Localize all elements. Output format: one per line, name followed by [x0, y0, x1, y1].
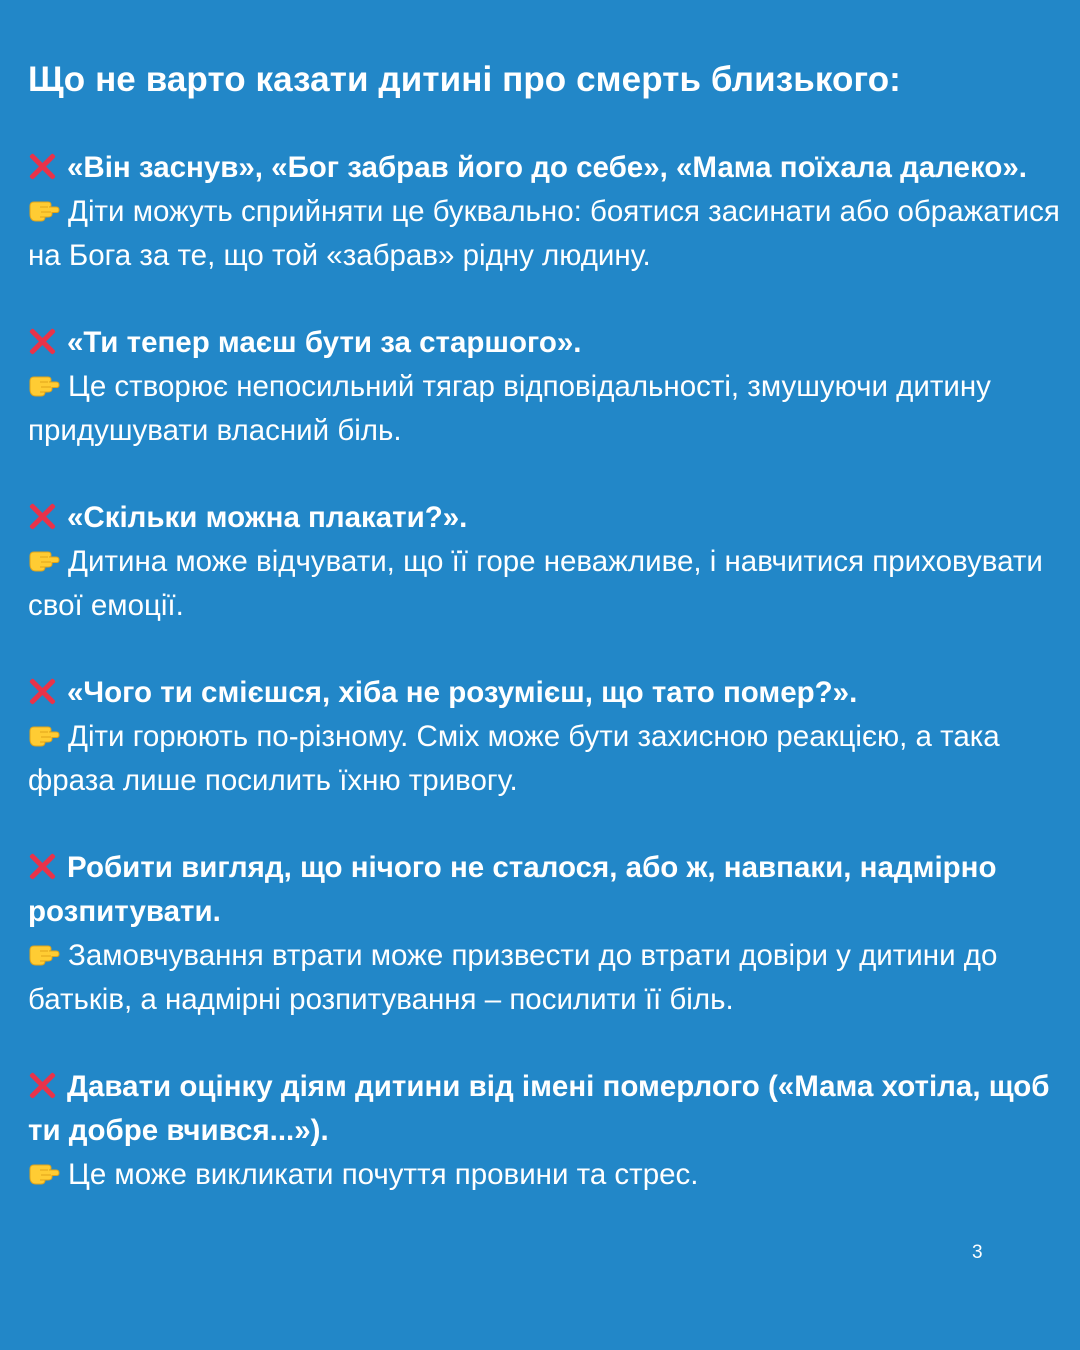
list-item: [28, 146, 1068, 278]
content: [28, 52, 1068, 1240]
phrase-text: Робити вигляд, що нічого не сталося, або ж, навпаки, надмірно розпитувати.: [28, 851, 997, 928]
cross-mark-icon: [28, 327, 56, 355]
phrase-text: «Скільки можна плакати?».: [67, 501, 468, 534]
page-number: 3: [972, 1242, 983, 1263]
cross-mark-icon: [28, 852, 56, 880]
explanation-text: Замовчування втрати може призвести до втрати довіри у дитини до батьків, а надмірні розпитування – посилити її біль.: [28, 939, 998, 1016]
phrase-text: «Ти тепер маєш бути за старшого».: [67, 326, 582, 359]
list-item: [28, 321, 1068, 453]
pointing-hand-icon: [28, 941, 62, 967]
explanation-text: Це може викликати почуття провини та стрес.: [68, 1158, 699, 1191]
page-title: Що не варто казати дитині про смерть близького:: [28, 60, 901, 99]
list-item: [28, 671, 1068, 803]
explanation-text: Дитина може відчувати, що її горе неважливе, і навчитися приховувати свої емоції.: [28, 545, 1043, 622]
cross-mark-icon: [28, 677, 56, 705]
list-item: [28, 496, 1068, 628]
phrase-text: Давати оцінку діям дитини від імені померлого («Мама хотіла, щоб ти добре вчився...»).: [28, 1070, 1050, 1147]
cross-mark-icon: [28, 502, 56, 530]
pointing-hand-icon: [28, 197, 62, 223]
explanation-text: Діти горюють по-різному. Сміх може бути захисною реакцією, а така фраза лише посилить їхню тривогу.: [28, 720, 1000, 797]
phrase-text: «Чого ти смієшся, хіба не розумієш, що тато помер?».: [67, 676, 858, 709]
pointing-hand-icon: [28, 1160, 62, 1186]
list-item: [28, 1065, 1068, 1197]
pointing-hand-icon: [28, 547, 62, 573]
pointing-hand-icon: [28, 372, 62, 398]
cross-mark-icon: [28, 152, 56, 180]
explanation-text: Діти можуть сприйняти це буквально: боятися засинати або ображатися на Бога за те, що той «забрав» рідну людину.: [28, 195, 1060, 272]
pointing-hand-icon: [28, 722, 62, 748]
cross-mark-icon: [28, 1071, 56, 1099]
list-item: [28, 846, 1068, 1022]
explanation-text: Це створює непосильний тягар відповідальності, змушуючи дитину придушувати власний біль.: [28, 370, 991, 447]
phrase-text: «Він заснув», «Бог забрав його до себе», «Мама поїхала далеко».: [67, 151, 1027, 184]
